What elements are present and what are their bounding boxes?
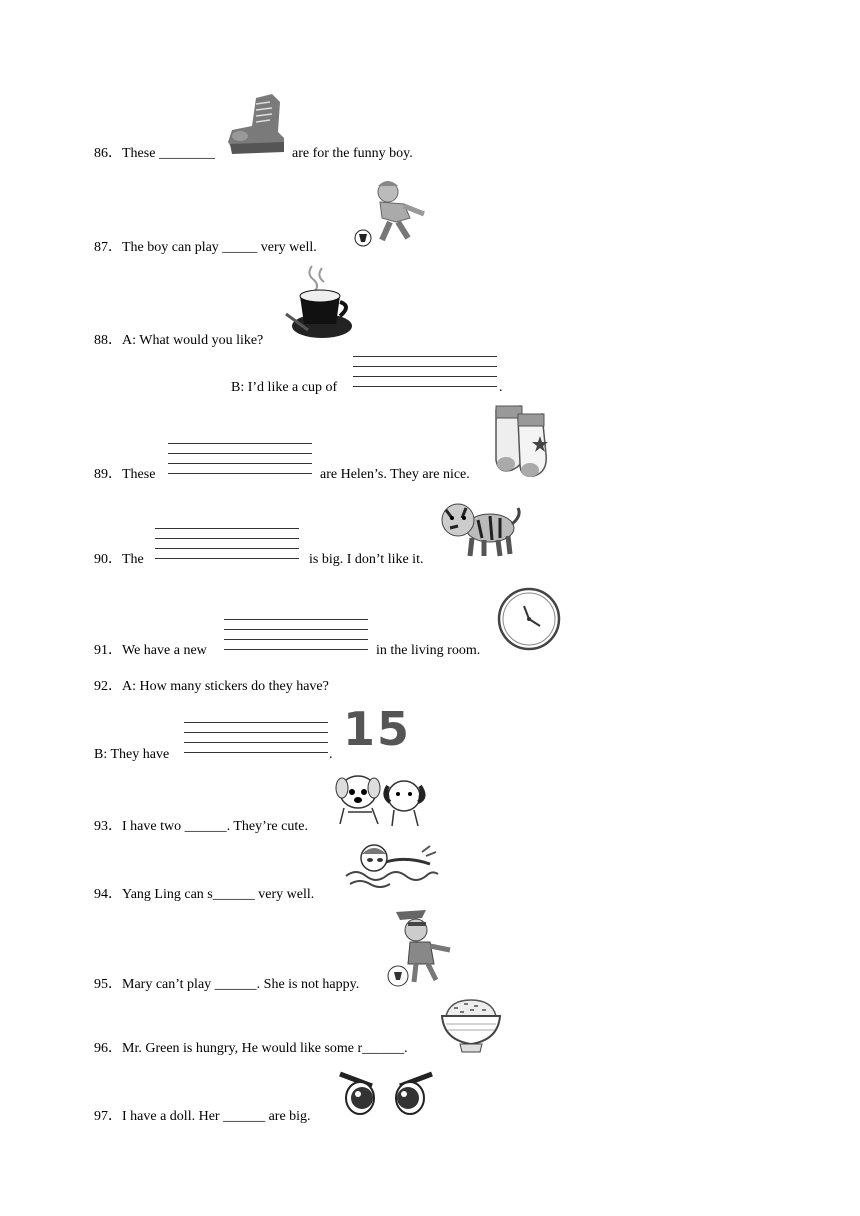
question-number: 91． [94,643,122,658]
answer-line-text: B: They have [94,747,170,762]
answer-line-text: B: I’d like a cup of [231,380,338,395]
question-text: A: How many stickers do they have? [122,679,329,694]
question-text: I have a doll. Her [122,1109,224,1124]
answer-lines[interactable] [224,619,368,651]
answer-blank[interactable]: ______ [362,1041,405,1056]
question-86-post: are for the funny boy. [292,146,413,161]
puppies-icon [332,772,430,830]
question-number: 87． [94,240,122,255]
swimmer-icon [342,840,440,896]
answer-blank[interactable]: ________ [158,146,215,161]
question-text: Yang Ling can s [122,887,213,902]
question-87 [94,240,317,256]
question-89 [94,467,155,483]
question-text: These [122,146,159,161]
question-number: 95． [94,977,122,992]
question-text-post: very well. [254,887,315,902]
question-94 [94,887,314,903]
question-number: 93． [94,819,122,834]
question-text: Mary can’t play [122,977,215,992]
boy-playing-football-icon [352,178,432,250]
question-93 [94,819,308,835]
question-95 [94,977,359,993]
question-90-post: is big. I don’t like it. [309,552,424,567]
question-text: We have a new [122,643,207,658]
question-88-b [231,380,337,396]
question-number: 88． [94,333,122,348]
question-text-post: . They’re cute. [226,819,308,834]
number-picture: 15 [343,702,412,756]
answer-blank[interactable]: ______ [223,1109,266,1124]
eyes-icon [338,1068,434,1120]
socks-icon [490,402,568,480]
question-text-post: . She is not happy. [256,977,360,992]
question-number: 92． [94,679,122,694]
question-text: The boy can play [122,240,223,255]
question-number: 94． [94,887,122,902]
answer-blank[interactable]: _____ [222,240,258,255]
question-92 [94,679,329,695]
question-number: 90． [94,552,122,567]
coffee-cup-icon [282,262,354,344]
question-92-b [94,747,169,763]
question-text-post: are big. [265,1109,311,1124]
question-number: 89． [94,467,122,482]
question-91-post: in the living room. [376,643,481,658]
question-97 [94,1109,311,1125]
tiger-icon [438,498,522,560]
question-number: 97． [94,1109,122,1124]
question-text: The [122,552,144,567]
question-89-post: are Helen’s. They are nice. [320,467,470,482]
answer-lines[interactable] [168,443,312,475]
answer-lines[interactable] [184,722,328,754]
answer-lines[interactable] [353,356,497,388]
girl-with-ball-icon [386,906,458,990]
question-number: 96． [94,1041,122,1056]
question-96 [94,1041,408,1057]
answer-blank[interactable]: ______ [212,887,255,902]
question-92-end: . [329,747,333,762]
clock-icon [496,586,562,652]
question-90 [94,552,144,568]
question-86 [94,146,215,162]
answer-lines[interactable] [155,528,299,560]
question-text: Mr. Green is hungry, He would like some r [122,1041,363,1056]
question-text-post: . [404,1041,408,1056]
question-88-end: . [499,380,503,395]
answer-blank[interactable]: ______ [214,977,257,992]
shoe-icon [226,92,286,160]
question-text: These [122,467,156,482]
answer-blank[interactable]: ______ [184,819,227,834]
question-91 [94,643,207,659]
question-88 [94,333,263,349]
question-text-post: very well. [257,240,317,255]
rice-bowl-icon [440,996,502,1054]
question-number: 86． [94,146,122,161]
question-text: I have two [122,819,185,834]
question-text: A: What would you like? [122,333,264,348]
